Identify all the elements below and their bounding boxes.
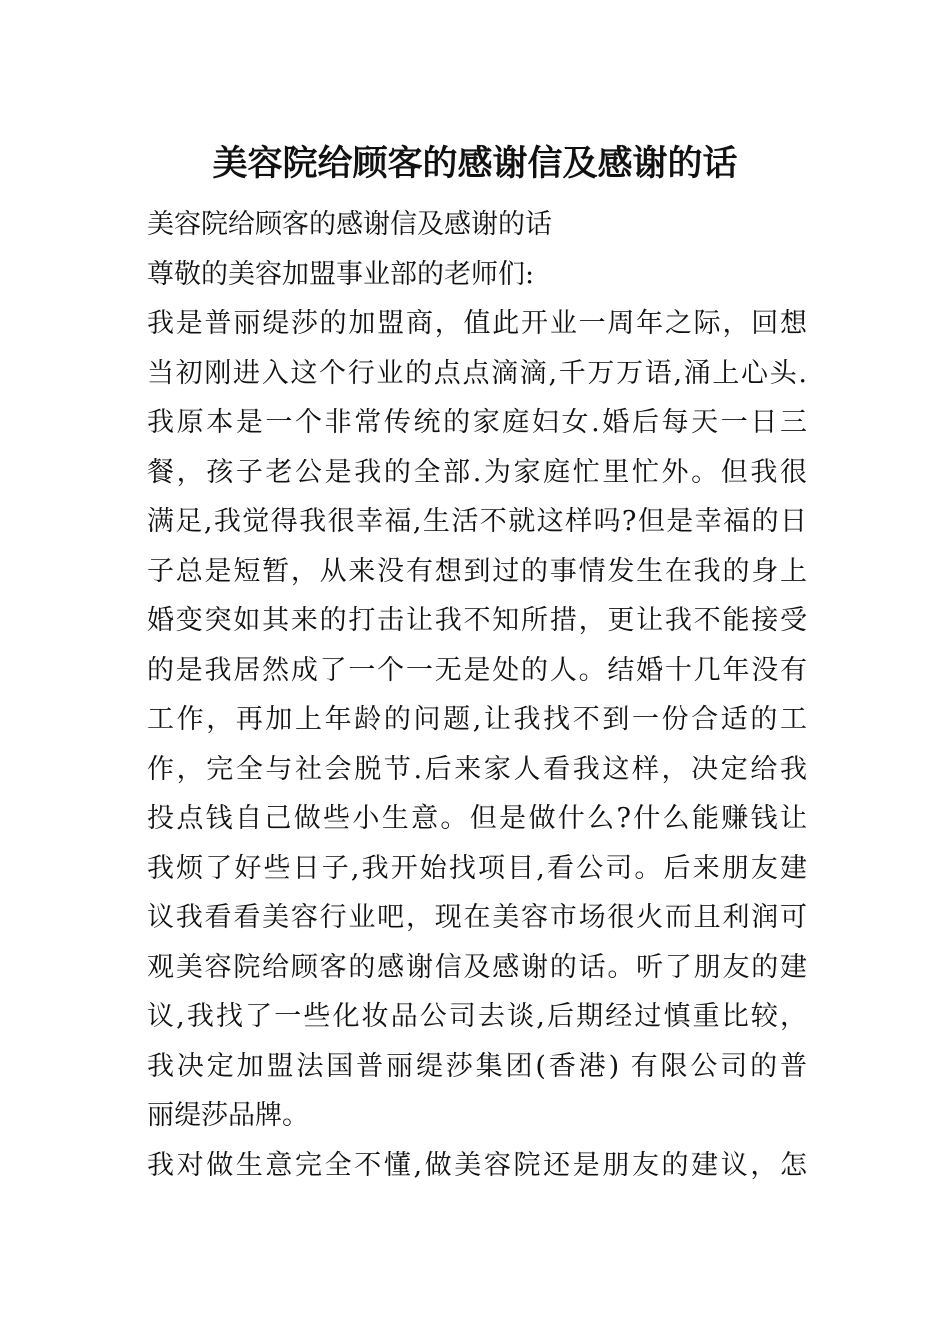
text-line: 我决定加盟法国普丽缇莎集团(香港) 有限公司的普 <box>147 1050 807 1082</box>
text-line: 丽缇莎品牌。 <box>147 1100 309 1131</box>
document-body <box>147 200 807 1190</box>
text-line: 当初刚进入这个行业的点点滴滴,千万万语,涌上心头. <box>147 357 807 389</box>
text-line: 子总是短暂，从来没有想到过的事情发生在我的身上 <box>147 555 807 587</box>
text-line: 我对做生意完全不懂,做美容院还是朋友的建议，怎 <box>147 1149 807 1181</box>
text-line: 婚变突如其来的打击让我不知所措，更让我不能接受 <box>147 605 807 636</box>
text-line: 我是普丽缇莎的加盟商，值此开业一周年之际，回想 <box>147 308 807 339</box>
text-line: 议我看看美容行业吧，现在美容市场很火而且利润可 <box>147 902 807 933</box>
text-line: 议,我找了一些化妆品公司去谈,后期经过慎重比较， <box>147 1001 807 1032</box>
text-line: 的是我居然成了一个一无是处的人。结婚十几年没有 <box>147 654 807 686</box>
text-line: 餐，孩子老公是我的全部.为家庭忙里忙外。但我很 <box>147 456 807 488</box>
text-line: 作，完全与社会脱节.后来家人看我这样，决定给我 <box>147 753 807 785</box>
text-line: 尊敬的美容加盟事业部的老师们: <box>147 258 535 290</box>
text-line: 我烦了好些日子,我开始找项目,看公司。后来朋友建 <box>147 852 807 884</box>
text-line: 投点钱自己做些小生意。但是做什么?什么能赚钱让 <box>147 803 807 834</box>
text-line: 美容院给顾客的感谢信及感谢的话 <box>147 209 552 240</box>
text-line: 观美容院给顾客的感谢信及感谢的话。听了朋友的建 <box>147 951 807 983</box>
text-line: 工作，再加上年龄的问题,让我找不到一份合适的工 <box>147 704 807 735</box>
text-line: 我原本是一个非常传统的家庭妇女.婚后每天一日三 <box>147 407 807 438</box>
text-line: 满足,我觉得我很幸福,生活不就这样吗?但是幸福的日 <box>147 506 807 537</box>
document-title: 美容院给顾客的感谢信及感谢的话 <box>212 143 738 184</box>
